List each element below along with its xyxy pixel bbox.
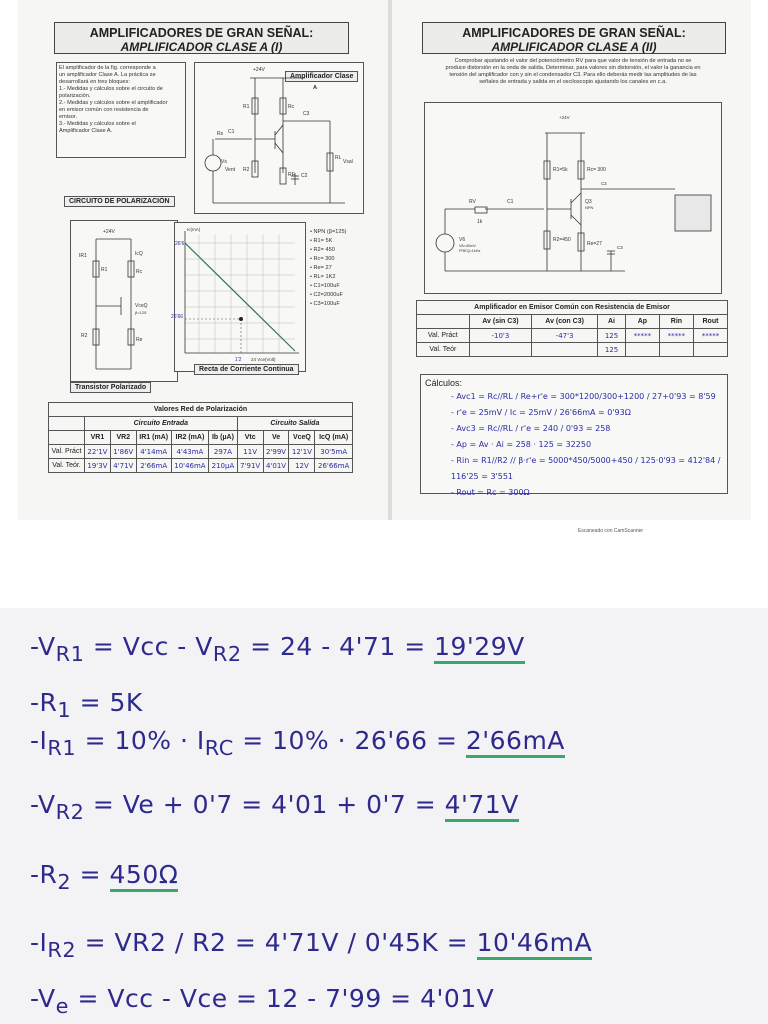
rs-label: Rs xyxy=(217,131,224,137)
note-expression: = Vcc - V xyxy=(92,632,213,661)
note-subscript: R1 xyxy=(47,736,77,760)
table-header xyxy=(49,417,85,431)
calculation-lines xyxy=(451,389,727,501)
v6-amplitude: VA=40mV xyxy=(459,244,476,248)
note-expression: = 10% · I xyxy=(84,726,205,755)
table-group: Circuito Salida xyxy=(237,417,352,431)
component-item: • C2=2000uF xyxy=(310,292,343,298)
intro-line: desarrollará en tres bloques: xyxy=(59,79,130,85)
bias-caption: Transistor Polarizado xyxy=(70,382,151,393)
table-cell xyxy=(532,343,598,357)
table-cell xyxy=(659,343,693,357)
intro-line: 1.- Medidas y cálculos sobre el circuito de xyxy=(59,86,163,92)
ce-amplifier-table xyxy=(416,300,728,357)
v6-frequency: FREQ=1kHz xyxy=(459,249,481,253)
amplifier-schematic xyxy=(195,63,363,213)
note-symbol: -I xyxy=(30,928,48,957)
r2-label: R2 xyxy=(243,167,250,173)
note-expression: = Ve + 0'7 = 4'01 + 0'7 = xyxy=(92,790,445,819)
table-cell: 297A xyxy=(209,445,238,459)
table-header xyxy=(417,315,470,329)
table-header: VR2 xyxy=(110,431,136,445)
table-row xyxy=(49,445,353,459)
r1-label: R1 xyxy=(243,104,250,110)
note-subscript: e xyxy=(55,994,69,1018)
c3-label: C3 xyxy=(303,111,310,117)
ce-re-label: Re=27 xyxy=(587,241,602,247)
note-subscript: R2 xyxy=(47,938,77,962)
ce-r2-label: R2=450 xyxy=(553,237,571,243)
graph-y-top: 26'6 xyxy=(175,241,185,247)
component-item: • Re= 27 xyxy=(310,265,332,271)
rv-label: RV xyxy=(469,199,476,205)
table-header: Ib (µA) xyxy=(209,431,238,445)
calculation-line: - Ap = Av · Ai = 258 · 125 = 32250 xyxy=(451,440,592,449)
intro-line: Comprobar ajustando el valor del potenciómetro RV para que valor de tensión de entrada no se xyxy=(454,58,692,64)
left-title-line2: AMPLIFICADOR CLASE A (I) xyxy=(120,40,283,54)
note-expression: = VR2 / R2 = 4'71V / 0'45K = xyxy=(84,928,477,957)
intro-line: Amplificador Clase A. xyxy=(59,128,113,134)
note-subscript: 2 xyxy=(57,870,72,894)
scan-caption: Escaneado con CamScanner xyxy=(578,528,644,534)
left-title-line1: AMPLIFICADORES DE GRAN SEÑAL: xyxy=(89,26,314,40)
bias-vcc-label: +24V xyxy=(103,229,115,235)
calculations-box xyxy=(420,374,728,497)
intro-line: en emisor común con resistencia de xyxy=(59,107,149,113)
table-header xyxy=(49,431,85,445)
ce-amplifier-schematic xyxy=(425,103,721,293)
right-title-line2: AMPLIFICADOR CLASE A (II) xyxy=(491,40,657,54)
table-cell: ***** xyxy=(693,329,727,343)
calculations-title: Cálculos: xyxy=(425,378,463,388)
note-symbol: -R xyxy=(30,860,58,889)
npn-label: NPN xyxy=(585,205,594,210)
table-cell: 2'99V xyxy=(263,445,289,459)
component-item: • C3=100uF xyxy=(310,301,340,307)
note-subscript: R2 xyxy=(55,800,85,824)
note-line-r2 xyxy=(30,860,178,894)
vent-label: Vent xyxy=(225,167,236,173)
table-header: Rin xyxy=(659,315,693,329)
ce-c2-label: C2 xyxy=(601,181,607,186)
table-cell: ***** xyxy=(625,329,659,343)
table-header: Ap xyxy=(625,315,659,329)
table-header: IcQ (mA) xyxy=(315,431,353,445)
table-cell: 26'66mA xyxy=(315,459,353,473)
table-cell: 22'1V xyxy=(84,445,110,459)
graph-caption: Recta de Corriente Continua xyxy=(194,364,299,375)
intro-line: 3.- Medidas y cálculos sobre el xyxy=(59,121,136,127)
bias-circuit xyxy=(70,220,178,382)
note-expression: = Vcc - Vce = 12 - 7'99 = 4'01V xyxy=(77,984,495,1013)
component-item: • RL= 1K2 xyxy=(310,274,336,280)
table-header: Av (con C3) xyxy=(532,315,598,329)
table-cell: 7'91V xyxy=(237,459,263,473)
table-row xyxy=(417,343,728,357)
bias-r1-label: R1 xyxy=(101,267,108,273)
note-result: 2'66mA xyxy=(466,726,565,758)
load-line-plot xyxy=(171,223,305,371)
intro-line: señales de entrada y salida en el osciloscopio ajustando los canales en c.a. xyxy=(479,79,667,85)
bias-values-table xyxy=(48,402,353,473)
bias-re-label: Re xyxy=(136,337,143,343)
left-page-title xyxy=(54,22,349,54)
note-expression: = 24 - 4'71 = xyxy=(250,632,435,661)
ce-c3-label: C3 xyxy=(617,245,623,250)
left-page xyxy=(18,0,388,520)
note-result: 450Ω xyxy=(110,860,179,892)
note-result: 19'29V xyxy=(434,632,525,664)
ce-rc-label: Rc= 300 xyxy=(587,167,606,173)
table-cell: 12V xyxy=(289,459,315,473)
table-cell: Val. Práct xyxy=(417,329,470,343)
vs-label: Vs xyxy=(221,159,227,165)
vceq-label: VceQ xyxy=(135,303,148,309)
table-cell: Val. Teór xyxy=(417,343,470,357)
right-title-line1: AMPLIFICADORES DE GRAN SEÑAL: xyxy=(462,26,686,40)
component-item: • C1=100uF xyxy=(310,283,340,289)
table-header: Ve xyxy=(263,431,289,445)
note-subscript: R1 xyxy=(55,642,85,666)
amplifier-circuit xyxy=(194,62,364,214)
table-cell: 12'1V xyxy=(289,445,315,459)
table-cell: -47'3 xyxy=(532,329,598,343)
component-item: • R2= 450 xyxy=(310,247,335,253)
table-cell: 19'3V xyxy=(84,459,110,473)
table-cell: 125 xyxy=(598,329,626,343)
right-page xyxy=(392,0,751,520)
bias-table-title: Valores Red de Polarización xyxy=(49,403,353,417)
table-header: Av (sin C3) xyxy=(469,315,531,329)
note-symbol: -I xyxy=(30,726,48,755)
note-expression: = 10% · 26'66 = xyxy=(242,726,466,755)
note-symbol: -R xyxy=(30,688,58,717)
q-point xyxy=(239,317,243,321)
table-header: VR1 xyxy=(84,431,110,445)
table-header: Rout xyxy=(693,315,727,329)
intro-line: El amplificador de la fig. corresponde a xyxy=(59,65,156,71)
calculation-line: - Rin = R1//R2 // β·r'e = 5000*450/5000+450 / 125·0'93 = 412'84 / 116'25 = 3'551 xyxy=(451,456,721,481)
table-cell: 4'43mA xyxy=(171,445,209,459)
rl-label: RL xyxy=(335,155,342,161)
amplifier-label: Amplificador Clase xyxy=(285,71,358,82)
graph-y-mid: 26'66 xyxy=(171,314,184,320)
ir1-label: IR1 xyxy=(79,253,87,259)
bias-rc-label: Rc xyxy=(136,269,143,275)
graph-x-mid: 1'2 xyxy=(235,357,242,363)
table-cell: 210µA xyxy=(209,459,238,473)
note-line-vr1 xyxy=(30,632,525,666)
table-cell: Val. Práct xyxy=(49,445,85,459)
intro-box xyxy=(56,62,186,158)
table-cell: 30'5mA xyxy=(315,445,353,459)
icq-label: IcQ xyxy=(135,251,143,257)
graph-x-end: 24 Vce(Volt) xyxy=(251,357,276,362)
ce-amplifier-circuit xyxy=(424,102,722,294)
note-result: 4'71V xyxy=(445,790,519,822)
table-header: Ai xyxy=(598,315,626,329)
amplifier-label-2: A xyxy=(313,85,318,91)
load-line-graph xyxy=(171,222,306,372)
ce-table-title: Amplificador en Emisor Común con Resistencia de Emisor xyxy=(417,301,728,315)
table-header: IR1 (mA) xyxy=(136,431,171,445)
bias-schematic xyxy=(71,221,177,381)
vsal-label: Vsal xyxy=(343,159,353,165)
table-row xyxy=(417,329,728,343)
intro-line: produce distorsión en la onda de salida. Determinar, para valores sin distorsión, el valor la ganancia en xyxy=(445,65,701,71)
note-expression: = 5K xyxy=(79,688,143,717)
table-cell: 4'71V xyxy=(110,459,136,473)
intro-line: emisor. xyxy=(59,114,78,120)
note-line-vr2 xyxy=(30,790,519,824)
table-cell xyxy=(625,343,659,357)
component-item: • Rc= 300 xyxy=(310,256,335,262)
intro-line: 2.- Medidas y cálculos sobre el amplificador xyxy=(59,100,168,106)
table-header: VceQ xyxy=(289,431,315,445)
c1-label: C1 xyxy=(228,129,235,135)
calculation-line: - Avc1 = Rc//RL / Re+r'e = 300*1200/300+1200 / 27+0'93 = 8'59 xyxy=(451,392,716,401)
c2-label: C2 xyxy=(301,173,308,179)
calculation-line: - Avc3 = Rc//RL / r'e = 240 / 0'93 = 258 xyxy=(451,424,611,433)
bias-r2-label: R2 xyxy=(81,333,88,339)
table-cell xyxy=(693,343,727,357)
bias-circuit-title: CIRCUITO DE POLARIZACIÓN xyxy=(64,196,175,207)
ce-r1-label: R1=5k xyxy=(553,167,568,173)
note-symbol: -V xyxy=(30,984,56,1013)
calculation-line: - r'e = 25mV / Ic = 25mV / 26'66mA = 0'93Ω xyxy=(451,408,631,417)
note-line-ir2 xyxy=(30,928,592,962)
table-row xyxy=(49,459,353,473)
note-line-ve xyxy=(30,984,494,1018)
q3-label: Q3 xyxy=(585,199,592,205)
ce-c1-label: C1 xyxy=(507,199,514,205)
component-item: • R1= 5K xyxy=(310,238,333,244)
component-list xyxy=(310,228,346,309)
table-cell: 2'66mA xyxy=(136,459,171,473)
table-cell xyxy=(469,343,531,357)
table-cell: Val. Teór. xyxy=(49,459,85,473)
table-cell: 10'46mA xyxy=(171,459,209,473)
note-subscript: RC xyxy=(204,736,234,760)
calculation-line: - Rout = Rc = 300Ω xyxy=(451,488,530,497)
note-subscript: 1 xyxy=(57,698,72,722)
rv-value: 1k xyxy=(477,219,483,225)
right-intro xyxy=(424,58,722,86)
table-cell: 4'14mA xyxy=(136,445,171,459)
handwritten-notes xyxy=(0,608,768,1024)
graph-y-axis-label: Ic(mA) xyxy=(187,227,201,232)
note-result: 10'46mA xyxy=(477,928,592,960)
note-subscript: R2 xyxy=(212,642,242,666)
note-symbol: -V xyxy=(30,632,56,661)
table-cell: 11V xyxy=(237,445,263,459)
note-symbol: -V xyxy=(30,790,56,819)
rc-label: Rc xyxy=(288,104,295,110)
table-cell: 125 xyxy=(598,343,626,357)
re-label: RE xyxy=(288,172,295,178)
note-expression: = xyxy=(79,860,110,889)
beta-label: β=125 xyxy=(135,310,147,315)
intro-line: un amplificador Clase A. La práctica se xyxy=(59,72,156,78)
table-cell: ***** xyxy=(659,329,693,343)
vcc-label: +24V xyxy=(253,67,265,73)
table-cell: -10'3 xyxy=(469,329,531,343)
table-header: Vtc xyxy=(237,431,263,445)
table-header: IR2 (mA) xyxy=(171,431,209,445)
table-group: Circuito Entrada xyxy=(84,417,237,431)
table-cell: 4'01V xyxy=(263,459,289,473)
intro-line: tensión del amplificador con y sin el condensador C3. Para ello deberás medir las amplitudes de las xyxy=(449,72,697,78)
right-page-title xyxy=(422,22,726,54)
intro-line: polarización. xyxy=(59,93,91,99)
v6-label: V6 xyxy=(459,237,466,243)
table-cell: 1'86V xyxy=(110,445,136,459)
component-item: • NPN (β=125) xyxy=(310,229,347,235)
ce-vcc-label: +24V xyxy=(559,115,570,120)
note-line-r1 xyxy=(30,688,143,722)
note-line-ir1 xyxy=(30,726,565,760)
